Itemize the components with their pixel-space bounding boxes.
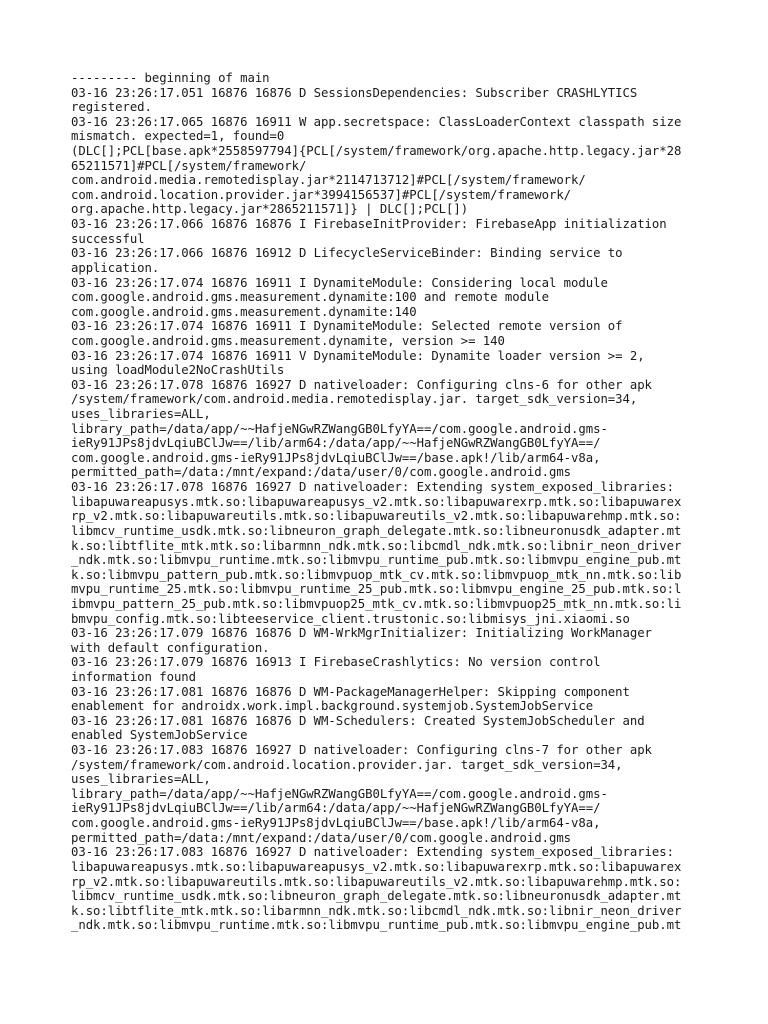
log-line: mvpu_runtime_25.mtk.so:libmvpu_runtime_25_pub.mtk.so:libmvpu_engine_25_pub.mtk.so:l [71,582,682,597]
log-line: libmcv_runtime_usdk.mtk.so:libneuron_graph_delegate.mtk.so:libneuronusdk_adapter.mt [71,889,682,904]
log-line: libmcv_runtime_usdk.mtk.so:libneuron_graph_delegate.mtk.so:libneuronusdk_adapter.mt [71,523,682,538]
log-line: ieRy91JPs8jdvLqiuBClJw==/lib/arm64:/data/app/~~HafjeNGwRZWangGB0LfyYA==/ [71,801,601,816]
log-line: --------- beginning of main [71,71,270,85]
log-line: information found [71,669,197,684]
log-line: 65211571]#PCL[/system/framework/ [71,158,307,173]
log-line: registered. [71,100,152,115]
log-line: mismatch. expected=1, found=0 [71,129,285,144]
log-line: 03-16 23:26:17.074 16876 16911 I DynamiteModule: Selected remote version of [71,319,623,334]
log-line: k.so:libmvpu_pattern_pub.mtk.so:libmvpuop_mtk_cv.mtk.so:libmvpuop_mtk_nn.mtk.so:lib [71,567,682,582]
log-line: uses_libraries=ALL, [71,772,211,787]
log-line: k.so:libtflite_mtk.mtk.so:libarmnn_ndk.mtk.so:libcmdl_ndk.mtk.so:libnir_neon_driver [71,903,682,918]
log-line: application. [71,260,160,275]
log-line: _ndk.mtk.so:libmvpu_runtime.mtk.so:libmvpu_runtime_pub.mtk.so:libmvpu_engine_pub.mt [71,918,682,933]
log-line: successful [71,231,145,246]
log-line: com.google.android.gms-ieRy91JPs8jdvLqiuBClJw==/base.apk!/lib/arm64-v8a, [71,816,601,831]
log-line: com.google.android.gms-ieRy91JPs8jdvLqiuBClJw==/base.apk!/lib/arm64-v8a, [71,450,601,465]
log-line: enablement for androidx.work.impl.background.systemjob.SystemJobService [71,699,594,714]
log-line: 03-16 23:26:17.083 16876 16927 D nativeloader: Configuring clns-7 for other apk [71,743,652,758]
log-line: 03-16 23:26:17.083 16876 16927 D nativeloader: Extending system_exposed_libraries: [71,845,674,860]
log-line: 03-16 23:26:17.078 16876 16927 D nativeloader: Configuring clns-6 for other apk [71,377,652,392]
log-line: permitted_path=/data:/mnt/expand:/data/user/0/com.google.android.gms [71,830,572,845]
log-line: 03-16 23:26:17.079 16876 16876 D WM-WrkMgrInitializer: Initializing WorkManager [71,626,652,641]
log-line: library_path=/data/app/~~HafjeNGwRZWangGB0LfyYA==/com.google.android.gms- [71,786,608,801]
log-line: /system/framework/com.android.location.provider.jar. target_sdk_version=34, [71,757,623,772]
log-line: /system/framework/com.android.media.remotedisplay.jar. target_sdk_version=34, [71,392,638,407]
log-line: library_path=/data/app/~~HafjeNGwRZWangGB0LfyYA==/com.google.android.gms- [71,421,608,436]
log-line: (DLC[];PCL[base.apk*2558597794]{PCL[/system/framework/org.apache.http.legacy.jar*28 [71,144,682,159]
log-line: ibmvpu_pattern_25_pub.mtk.so:libmvpuop25_mtk_cv.mtk.so:libmvpuop25_mtk_nn.mtk.so:li [71,596,682,611]
log-line: 03-16 23:26:17.066 16876 16912 D LifecycleServiceBinder: Binding service to [71,246,623,261]
log-line: 03-16 23:26:17.074 16876 16911 V DynamiteModule: Dynamite loader version >= 2, [71,348,645,363]
log-line: ieRy91JPs8jdvLqiuBClJw==/lib/arm64:/data/app/~~HafjeNGwRZWangGB0LfyYA==/ [71,436,601,451]
log-document [71,71,701,933]
log-line: rp_v2.mtk.so:libapuwareutils.mtk.so:libapuwareutils_v2.mtk.so:libapuwarehmp.mtk.so: [71,509,682,524]
log-line: libapuwareapusys.mtk.so:libapuwareapusys_v2.mtk.so:libapuwarexrp.mtk.so:libapuwarex [71,494,682,509]
log-line: 03-16 23:26:17.051 16876 16876 D SessionsDependencies: Subscriber CRASHLYTICS [71,85,638,100]
log-text-body [71,71,701,933]
log-line: using loadModule2NoCrashUtils [71,363,285,378]
log-line: com.android.media.remotedisplay.jar*2114713712]#PCL[/system/framework/ [71,173,586,188]
log-line: libapuwareapusys.mtk.so:libapuwareapusys_v2.mtk.so:libapuwarexrp.mtk.so:libapuwarex [71,859,682,874]
log-line: com.google.android.gms.measurement.dynamite:100 and remote module [71,290,549,305]
log-line: uses_libraries=ALL, [71,407,211,422]
log-line: _ndk.mtk.so:libmvpu_runtime.mtk.so:libmvpu_runtime_pub.mtk.so:libmvpu_engine_pub.mt [71,553,682,568]
log-line: 03-16 23:26:17.065 16876 16911 W app.secretspace: ClassLoaderContext classpath size [71,114,682,129]
log-line: 03-16 23:26:17.079 16876 16913 I FirebaseCrashlytics: No version control [71,655,601,670]
log-line: rp_v2.mtk.so:libapuwareutils.mtk.so:libapuwareutils_v2.mtk.so:libapuwarehmp.mtk.so: [71,874,682,889]
log-line: com.google.android.gms.measurement.dynamite, version >= 140 [71,333,505,348]
log-line: 03-16 23:26:17.081 16876 16876 D WM-Schedulers: Created SystemJobScheduler and [71,713,645,728]
log-line: permitted_path=/data:/mnt/expand:/data/user/0/com.google.android.gms [71,465,572,480]
log-line: with default configuration. [71,640,270,655]
log-line: org.apache.http.legacy.jar*2865211571]} | DLC[];PCL[]) [71,202,469,217]
log-line: k.so:libtflite_mtk.mtk.so:libarmnn_ndk.mtk.so:libcmdl_ndk.mtk.so:libnir_neon_driver [71,538,682,553]
log-line: com.android.location.provider.jar*3994156537]#PCL[/system/framework/ [71,187,572,202]
log-line: bmvpu_config.mtk.so:libteeservice_client.trustonic.so:libmisys_jni.xiaomi.so [71,611,630,626]
log-line: 03-16 23:26:17.066 16876 16876 I FirebaseInitProvider: FirebaseApp initialization [71,217,667,232]
log-line: enabled SystemJobService [71,728,248,743]
log-line: 03-16 23:26:17.074 16876 16911 I DynamiteModule: Considering local module [71,275,608,290]
log-line: com.google.android.gms.measurement.dynamite:140 [71,304,417,319]
log-line: 03-16 23:26:17.078 16876 16927 D nativeloader: Extending system_exposed_libraries: [71,480,674,495]
log-line: 03-16 23:26:17.081 16876 16876 D WM-PackageManagerHelper: Skipping component [71,684,630,699]
